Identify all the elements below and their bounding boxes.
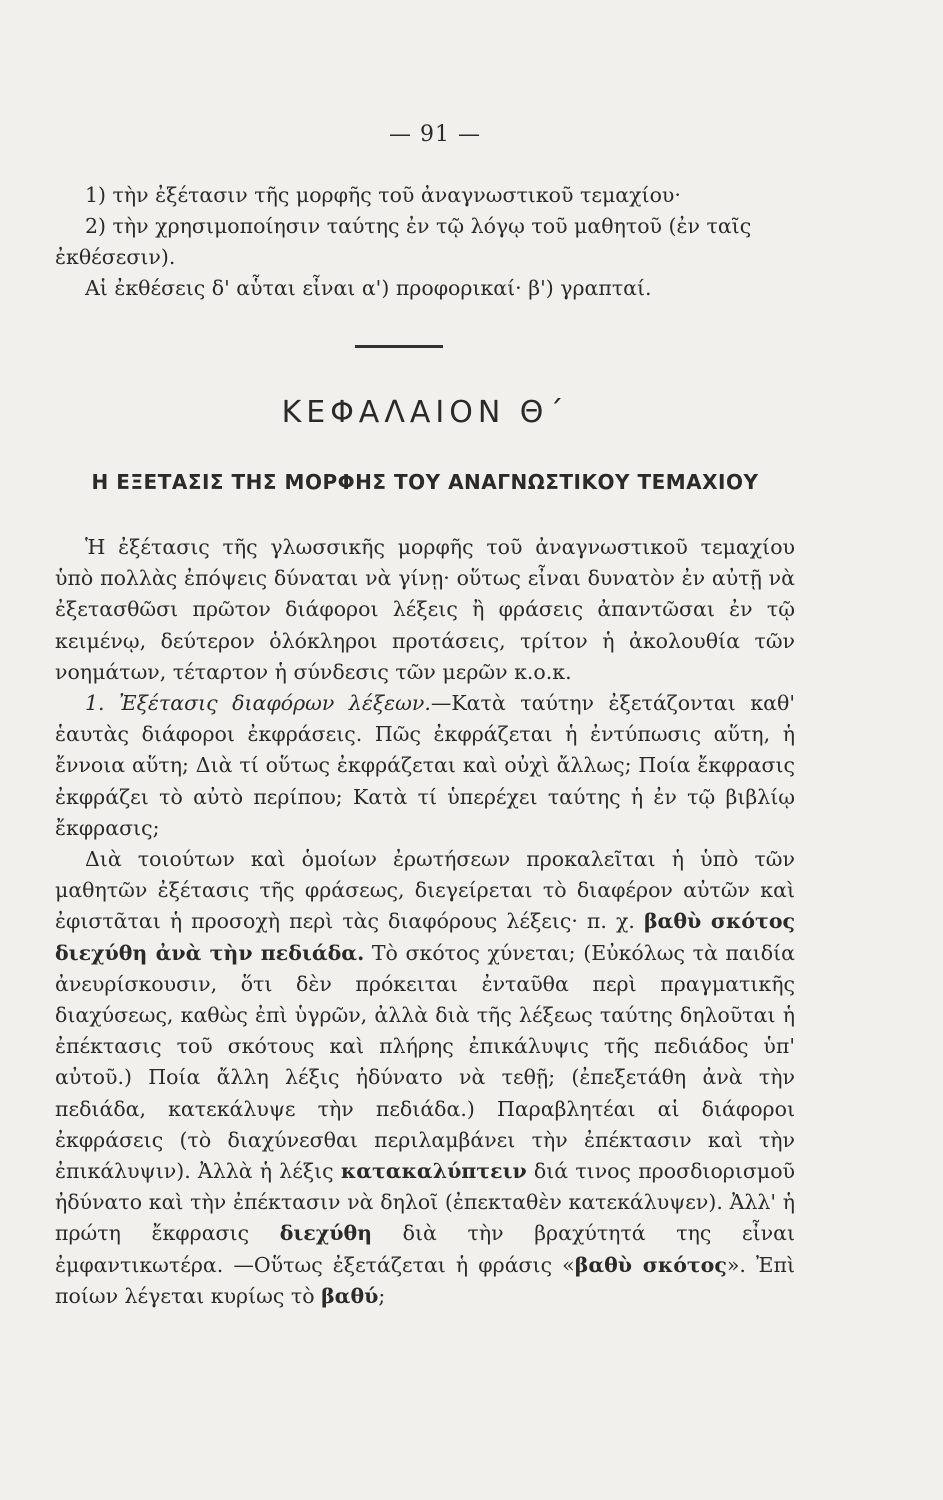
section-divider <box>355 345 443 348</box>
subsection-heading: 1. Ἐξέτασις διαφόρων λέξεων. <box>85 691 431 716</box>
paragraph-1: Ἡ ἐξέτασις τῆς γλωσσικῆς μορφῆς τοῦ ἀναγνωστικοῦ τεμαχίου ὑπὸ πολλὰς ἐπόψεις δύναται νὰ γίνῃ· οὕτως εἶναι δυνατὸν ἐν αὐτῇ νὰ ἐξετασθῶσι πρῶτον διάφοροι λέξεις ἢ φράσεις ἀπαντῶσαι ἐν τῷ κειμένῳ, δεύτερον ὁλόκληροι προτάσεις, τρίτον ἡ ἀκολουθία τῶν νοημάτων, τέταρτον ἡ σύνδεσις τῶν μερῶν κ.ο.κ. <box>55 535 795 684</box>
paragraph-3-part-d: διὰ τὴν βραχύτητά της εἶναι ἐμφαντικωτέρα. —Οὕτως ἐξετάζεται ἡ φράσις « <box>55 1221 795 1277</box>
body-text <box>55 532 795 1312</box>
paragraph-3-part-b: Τὸ σκότος χύνεται; (Εὐκόλως τὰ παιδία ἀνευρίσκουσιν, ὅτι δὲν πρόκειται ἐνταῦθα περὶ πραγματικῆς διαχύσεως, καθὼς ἐπὶ ὑγρῶν, ἀλλὰ διὰ τῆς λέξεως ταύτης δηλοῦται ἡ ἐπέκτασις τοῦ σκότους καὶ πλήρης ἐπικάλυψις τῆς πεδιάδος ὑπ' αὐτοῦ.) Ποία ἄλλη λέξις ἠδύνατο νὰ τεθῇ; (ἐπεξετάθη ἀνὰ τὴν πεδιάδα, κατεκάλυψε τὴν πεδιάδα.) Παραβλητέαι αἱ διάφοροι ἐκφράσεις (τὸ διαχύνεσθαι περιλαμβάνει τὴν ἐπέκτασιν καὶ τὴν ἐπικάλυψιν). Ἀλλὰ ἡ λέξις <box>55 940 795 1184</box>
book-page <box>55 0 895 1500</box>
emphasis-word-katakalyptein: κατακαλύπτειν <box>340 1159 527 1184</box>
chapter-title: ΚΕΦΑΛΑΙΟΝ Θ΄ <box>281 395 569 430</box>
paragraph-2 <box>55 688 795 844</box>
emphasis-word-diechythe: διεχύθη <box>279 1221 373 1246</box>
intro-expositions: Αἱ ἐκθέσεις δ' αὗται εἶναι α') προφορικαί· β') γραπταί. <box>85 276 652 300</box>
paragraph-3 <box>55 844 795 1312</box>
intro-list <box>55 180 795 304</box>
page-number: — 91 — <box>389 122 481 147</box>
paragraph-3-part-e: ». Ἐπὶ ποίων λέγεται κυρίως τὸ <box>55 1252 796 1308</box>
intro-item-2: 2) τὴν χρησιμοποίησιν ταύτης ἐν τῷ λόγῳ τοῦ μαθητοῦ (ἐν ταῖς ἐκθέσεσιν). <box>55 214 752 269</box>
paragraph-2-text: —Κατὰ ταύτην ἐξετάζονται καθ' ἑαυτὰς διάφοροι ἐκφράσεις. Πῶς ἐκφράζεται ἡ ἐντύπωσις αὕτη, ἡ ἔννοια αὕτη; Διὰ τί οὕτως ἐκφράζεται καὶ οὐχὶ ἄλλως; Ποία ἔκφρασις ἐκφράζει τὸ αὐτὸ περίπου; Κατὰ τί ὑπερέχει ταύτης ἡ ἐν τῷ βιβλίῳ ἔκφρασις; <box>55 691 795 840</box>
paragraph-3-part-f: ; <box>378 1283 386 1308</box>
emphasis-word-bathy: βαθύ <box>321 1283 379 1308</box>
example-phrase: βαθὺ σκότος διεχύθη ἀνὰ τὴν πεδιάδα. <box>55 909 795 965</box>
emphasis-phrase-bathy-skotos: βαθὺ σκότος <box>574 1252 727 1277</box>
paragraph-3-part-a: Διὰ τοιούτων καὶ ὁμοίων ἐρωτήσεων προκαλεῖται ἡ ὑπὸ τῶν μαθητῶν ἐξέτασις τῆς φράσεως, διεγείρεται τὸ διαφέρον αὐτῶν καὶ ἐφιστᾶται ἡ προσοχὴ περὶ τὰς διαφόρους λέξεις· π. χ. <box>55 847 795 934</box>
paragraph-3-part-c: διά τινος προσδιορισμοῦ ἠδύνατο καὶ τὴν ἐπέκτασιν νὰ δηλοῖ (ἐπεκταθὲν κατεκάλυψεν). Ἀλλ' ἡ πρώτη ἔκφρασις <box>55 1159 795 1246</box>
section-title: Η ΕΞΕΤΑΣΙΣ ΤΗΣ ΜΟΡΦΗΣ ΤΟΥ ΑΝΑΓΝΩΣΤΙΚΟΥ ΤΕΜΑΧΙΟΥ <box>91 470 759 494</box>
intro-item-1: 1) τὴν ἐξέτασιν τῆς μορφῆς τοῦ ἀναγνωστικοῦ τεμαχίου· <box>85 183 681 207</box>
